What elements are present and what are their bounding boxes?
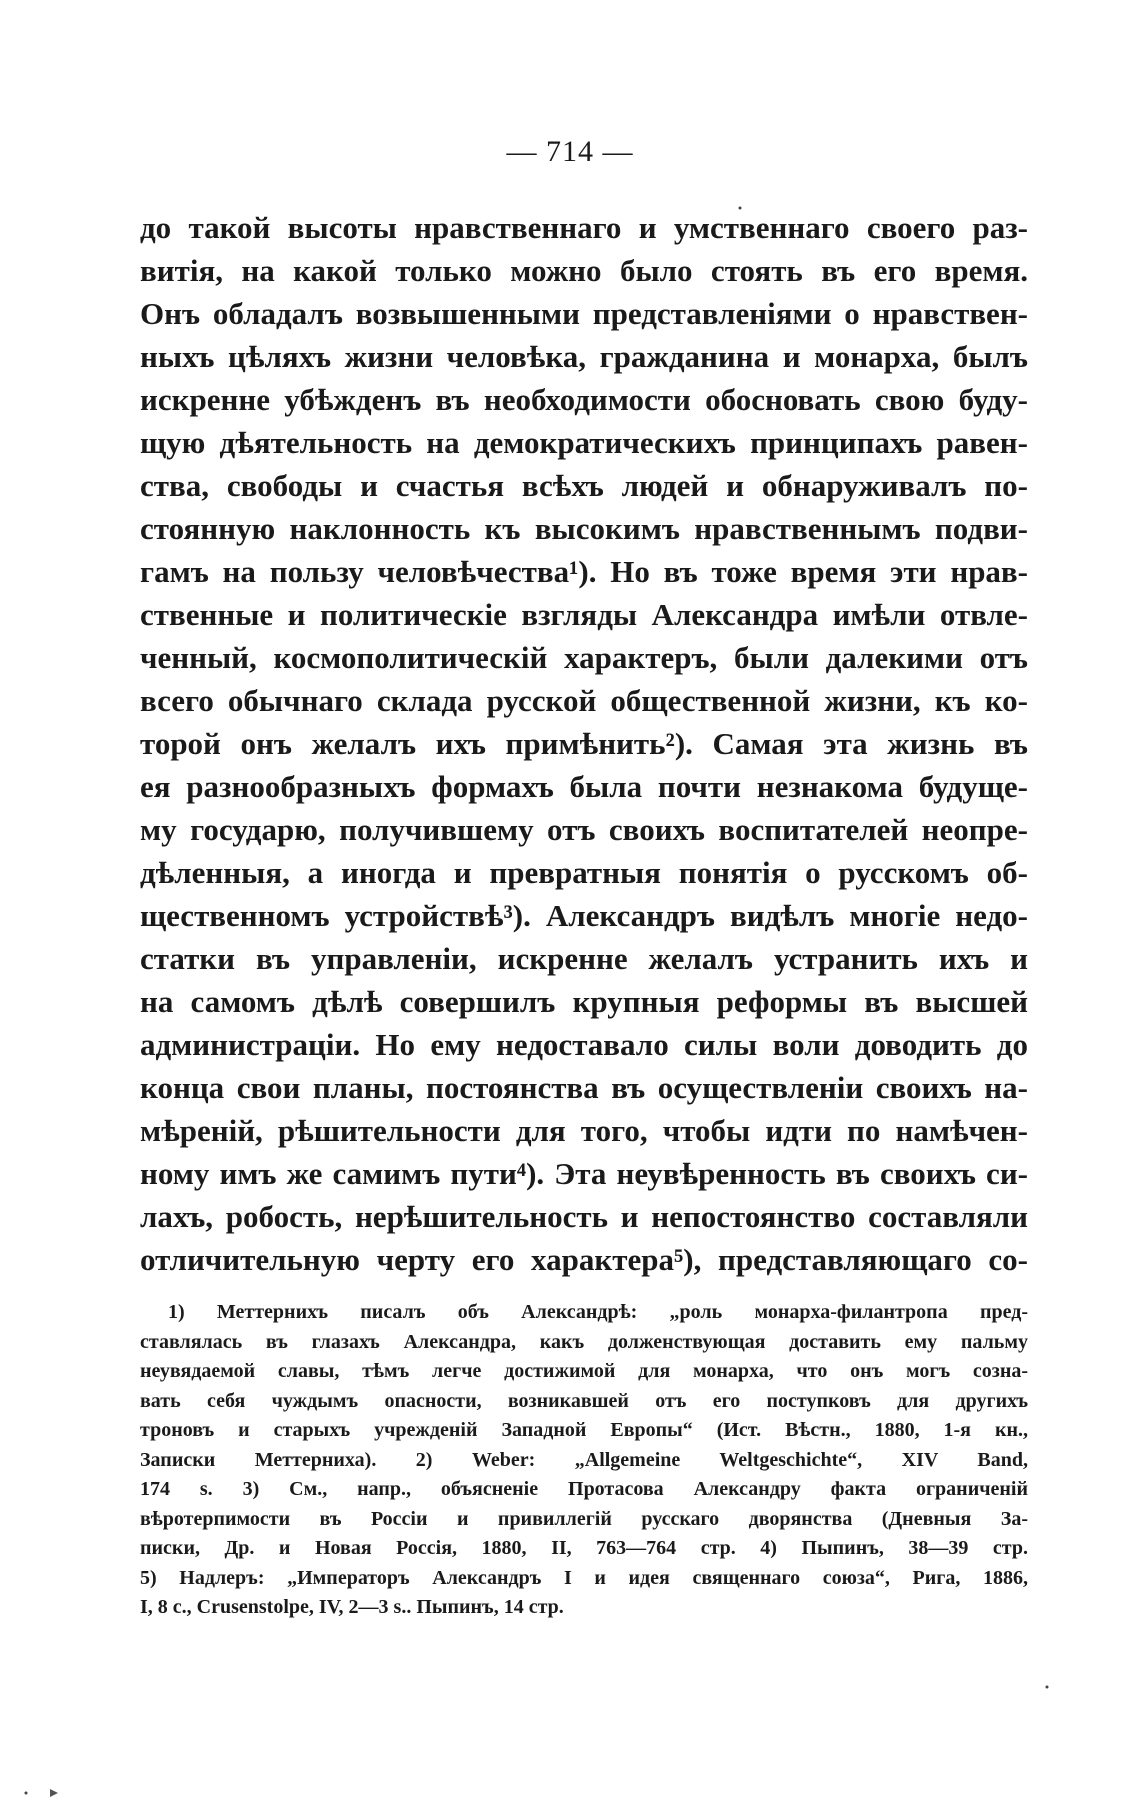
body-text <box>140 206 1028 1281</box>
body-line: витія, на какой только можно было стоять въ его время. <box>140 253 1028 288</box>
footnote-line: писки, Др. и Новая Россія, 1880, II, 763—764 стр. 4) Пыпинъ, 38—39 стр. <box>140 1537 1028 1559</box>
body-line: искренне убѣжденъ въ необходимости обосновать свою буду- <box>140 382 1028 417</box>
body-line: ея разнообразныхъ формахъ была почти незнакома будуще- <box>140 769 1028 804</box>
body-line: отличительную черту его характера⁵), представляющаго со- <box>140 1242 1028 1277</box>
body-line: лахъ, робость, нерѣшительность и непостоянство составляли <box>140 1199 1028 1234</box>
footnote-line: неувядаемой славы, тѣмъ легче достижимой для монарха, что онъ могъ созна- <box>140 1360 1028 1382</box>
footnote-line: вѣротерпимости въ Россіи и привиллегій русскаго дворянства (Дневныя За- <box>140 1507 1028 1530</box>
body-line: всего обычнаго склада русской общественной жизни, къ ко- <box>140 683 1028 718</box>
body-line: мѣреній, рѣшительности для того, чтобы идти по намѣчен- <box>140 1113 1028 1148</box>
body-line: Онъ обладалъ возвышенными представленіями о нравствен- <box>140 296 1028 331</box>
body-line: статки въ управленіи, искренне желалъ устранить ихъ и <box>140 941 1028 976</box>
footnote-line: I, 8 с., Crusenstolpe, IV, 2—3 s.. Пыпинъ, 14 стр. <box>140 1596 564 1618</box>
footnote-line: 5) Надлеръ: „Императоръ Александръ I и идея священнаго союза“, Рига, 1886, <box>140 1566 1028 1589</box>
body-line: щественномъ устройствѣ³). Александръ видѣлъ многіе недо- <box>140 898 1028 933</box>
footnote-line: вать себя чуждымъ опасности, возникавшей отъ его поступковъ для другихъ <box>140 1389 1028 1412</box>
body-line: ныхъ цѣляхъ жизни человѣка, гражданина и монарха, былъ <box>140 339 1028 374</box>
footnote-line: Записки Меттерниха). 2) Weber: „Allgemeine Weltgeschichte“, XIV Band, <box>140 1448 1028 1471</box>
scan-speck <box>50 1789 58 1797</box>
body-line: администраціи. Но ему недоставало силы воли доводить до <box>140 1027 1028 1062</box>
body-line: ственные и политическіе взгляды Александра имѣли отвле- <box>140 597 1028 632</box>
body-line: стоянную наклонность къ высокимъ нравственнымъ подви- <box>140 511 1028 546</box>
body-line: конца свои планы, постоянства въ осуществленіи своихъ на- <box>140 1070 1028 1105</box>
footnote-line: ставлялась въ глазахъ Александра, какъ долженствующая доставить ему пальму <box>140 1330 1028 1353</box>
footnote-line: троновъ и старыхъ учрежденій Западной Европы“ (Ист. Вѣстн., 1880, 1-я кн., <box>140 1419 1028 1441</box>
body-line: щую дѣятельность на демократическихъ принципахъ равен- <box>140 425 1028 460</box>
body-line: гамъ на пользу человѣчества¹). Но въ тоже время эти нрав- <box>140 554 1028 589</box>
body-line: до такой высоты нравственнаго и умственнаго своего раз- <box>140 210 1028 245</box>
body-line: му государю, получившему отъ своихъ воспитателей неопре- <box>140 812 1028 847</box>
body-line: ченный, космополитическій характеръ, были далекими отъ <box>140 640 1028 675</box>
scan-speck <box>25 1792 28 1795</box>
page-number: — 714 — <box>506 135 634 168</box>
body-line: дѣленныя, а иногда и превратныя понятія о русскомъ об- <box>140 855 1028 890</box>
body-line: ства, свободы и счастья всѣхъ людей и обнаруживалъ по- <box>140 468 1028 503</box>
footnote-line: 1) Меттернихъ писалъ объ Александрѣ: „роль монарха-филантропа пред- <box>168 1301 1028 1323</box>
footnotes <box>140 1298 1028 1623</box>
body-line: ному имъ же самимъ пути⁴). Эта неувѣренность въ своихъ си- <box>140 1156 1028 1191</box>
scan-speck <box>1046 1686 1049 1689</box>
footnote-line: 174 s. 3) См., напр., объясненіе Протасова Александру факта ограниченій <box>140 1478 1028 1500</box>
body-line: торой онъ желалъ ихъ примѣнить²). Самая эта жизнь въ <box>140 726 1028 761</box>
body-line: на самомъ дѣлѣ совершилъ крупныя реформы въ высшей <box>140 984 1028 1019</box>
